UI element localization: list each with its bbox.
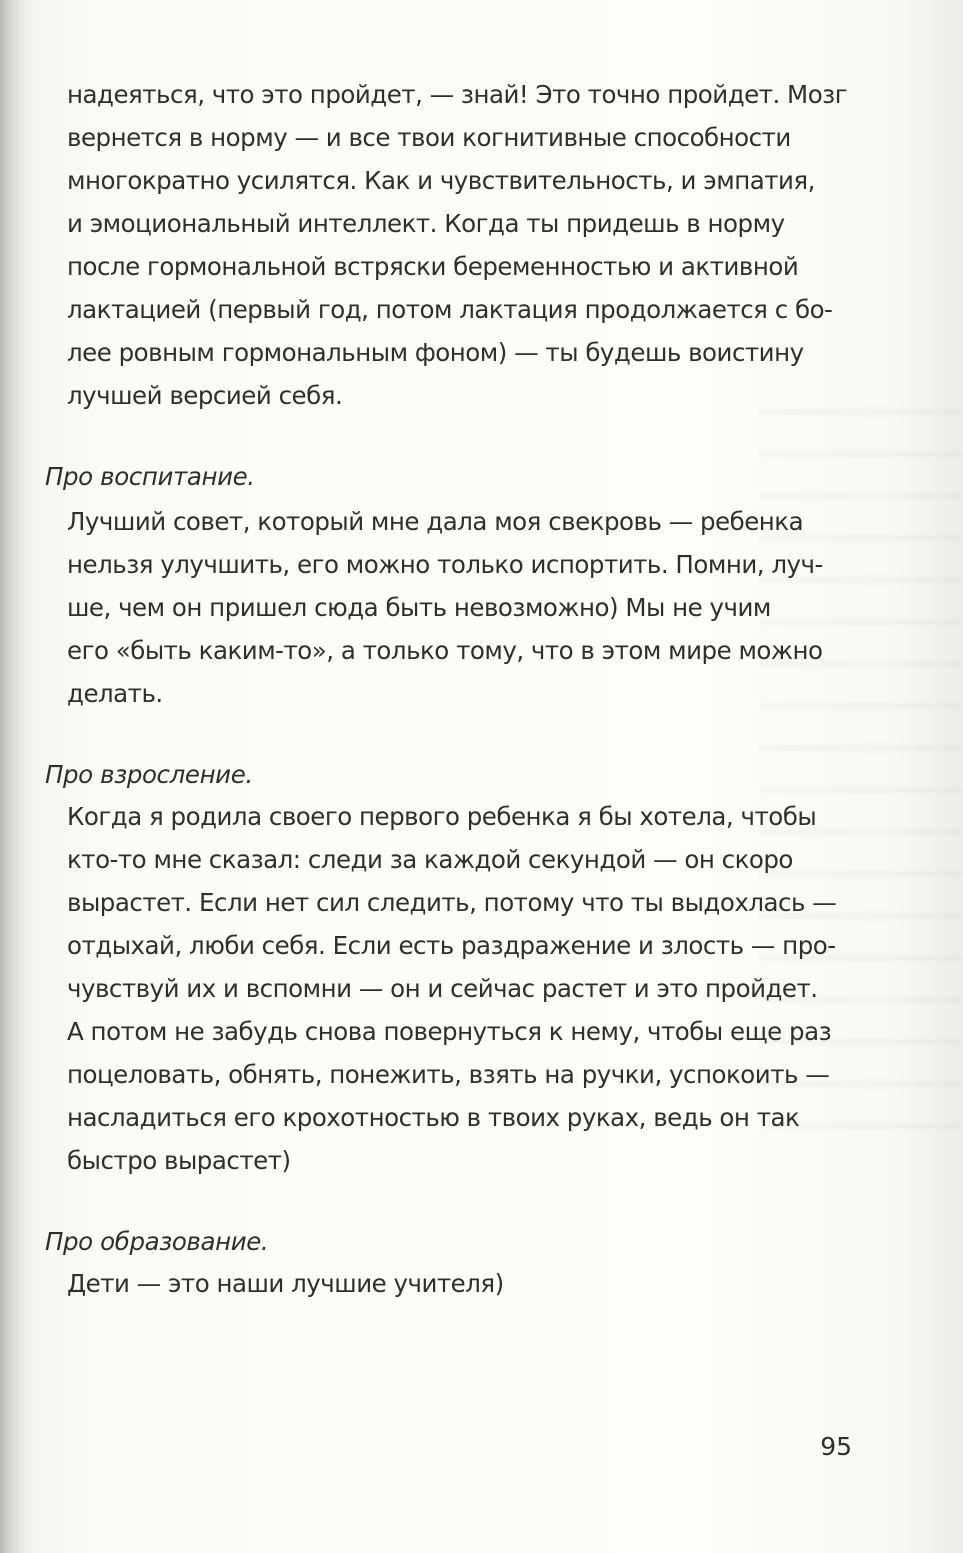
section-heading-growing-up: Про взросление. bbox=[45, 760, 253, 789]
text-line: лактацией (первый год, потом лактация продолжается с бо- bbox=[67, 295, 833, 324]
text-line: делать. bbox=[67, 679, 163, 708]
section-paragraph-education bbox=[67, 1262, 847, 1305]
text-line: его «быть каким-то», а только тому, что в этом мире можно bbox=[67, 636, 823, 665]
text-line: быстро вырастет) bbox=[67, 1146, 291, 1175]
page-number: 95 bbox=[820, 1432, 852, 1461]
text-line: чувствуй их и вспомни — он и сейчас растет и это пройдет. bbox=[67, 974, 818, 1003]
text-line: лее ровным гормональным фоном) — ты будешь воистину bbox=[67, 338, 804, 367]
text-line: вырастет. Если нет сил следить, потому что ты выдохлась — bbox=[67, 888, 837, 917]
text-line: многократно усилятся. Как и чувствительность, и эмпатия, bbox=[67, 166, 815, 195]
text-line: Когда я родила своего первого ребенка я бы хотела, чтобы bbox=[67, 802, 817, 831]
text-line: Лучший совет, который мне дала моя свекровь — ребенка bbox=[67, 507, 804, 536]
text-line: насладиться его крохотностью в твоих руках, ведь он так bbox=[67, 1103, 800, 1132]
section-heading-upbringing: Про воспитание. bbox=[45, 462, 255, 491]
text-line: А потом не забудь снова повернуться к нему, чтобы еще раз bbox=[67, 1017, 832, 1046]
text-line: надеяться, что это пройдет, — знай! Это точно пройдет. Мозг bbox=[67, 80, 848, 109]
text-line: кто-то мне сказал: следи за каждой секундой — он скоро bbox=[67, 845, 793, 874]
text-line: поцеловать, обнять, понежить, взять на ручки, успокоить — bbox=[67, 1060, 830, 1089]
text-line: отдыхай, люби себя. Если есть раздражение и злость — про- bbox=[67, 931, 836, 960]
text-line: ше, чем он пришел сюда быть невозможно) Мы не учим bbox=[67, 593, 771, 622]
intro-paragraph bbox=[67, 73, 847, 417]
text-line: лучшей версией себя. bbox=[67, 381, 343, 410]
section-paragraph-growing-up bbox=[67, 795, 847, 1182]
text-line: нельзя улучшить, его можно только испортить. Помни, луч- bbox=[67, 550, 823, 579]
text-line: и эмоциональный интеллект. Когда ты придешь в норму bbox=[67, 209, 785, 238]
section-heading-education: Про образование. bbox=[45, 1227, 269, 1256]
text-line: вернется в норму — и все твои когнитивные способности bbox=[67, 123, 791, 152]
text-line: Дети — это наши лучшие учителя) bbox=[67, 1269, 504, 1298]
text-line: после гормональной встряски беременностью и активной bbox=[67, 252, 799, 281]
section-paragraph-upbringing bbox=[67, 500, 847, 715]
